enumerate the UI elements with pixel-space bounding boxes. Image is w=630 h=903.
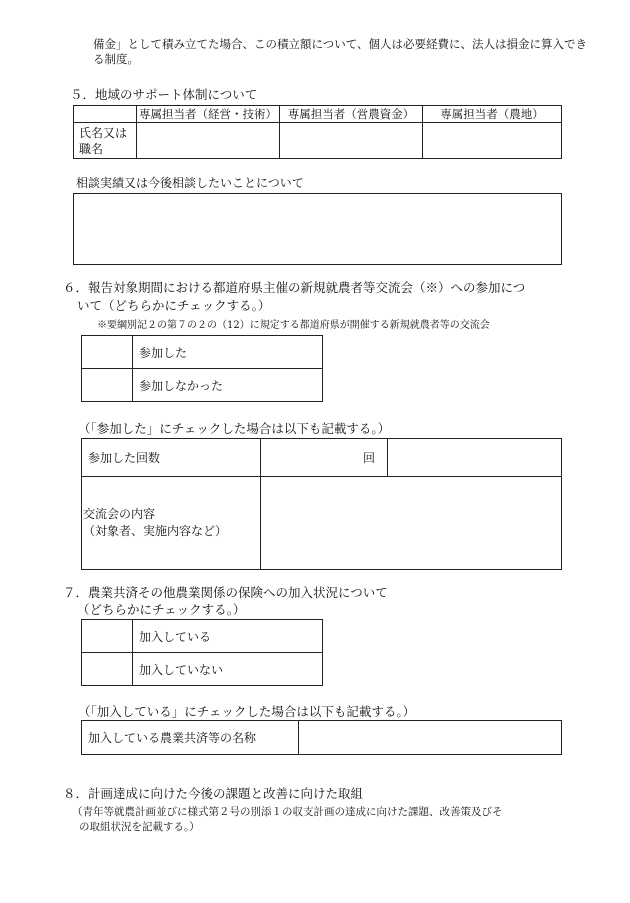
name-title-label-1: 氏名又は [79,125,128,140]
section-6-followup: （「参加した」にチェックした場合は以下も記載する。） [78,421,391,436]
header-funding: 専属担当者（営農資金） [280,106,423,123]
participation-check-table [81,335,323,402]
farmland-staff-field[interactable] [423,123,562,159]
participated-checkbox[interactable] [82,336,133,369]
section-7-title-line-2: （どちらかにチェックする。） [77,602,246,617]
insurance-name-label: 加入している農業共済等の名称 [82,721,299,755]
section-7-followup: （「加入している」にチェックした場合は以下も記載する。） [78,704,416,719]
header-farmland: 専属担当者（農地） [423,106,562,123]
management-staff-field[interactable] [137,123,280,159]
section-6-note: ※要綱別記２の第７の２の（12）に規定する都道府県が開催する新規就農者等の交流会 [97,320,490,331]
consult-label: 相談実績又は今後相談したいことについて [76,176,304,190]
corner-cell [74,106,137,123]
enrolled-checkbox[interactable] [82,620,133,653]
section-8-note-line-1: （青年等就農計画並びに様式第２号の別添１の収支計画の達成に向けた課題、改善策及びそ [72,806,503,818]
name-title-label-2: 職名 [79,141,104,156]
not-enrolled-checkbox[interactable] [82,653,133,686]
insurance-name-field[interactable] [299,721,562,755]
enrolled-label: 加入している [133,620,323,653]
exchange-details-table [81,438,562,570]
intro-line-1: 備金」として積み立てた場合、この積立額について、個人は必要経費に、法人は損金に算入でき [93,37,588,51]
name-title-label [74,123,137,159]
header-management: 専属担当者（経営・技術） [137,106,280,123]
count-blank-cell [388,439,562,477]
content-field[interactable] [261,477,562,570]
insurance-check-table [81,619,323,686]
not-enrolled-label: 加入していない [133,653,323,686]
support-staff-table [73,105,562,159]
content-label-2: （対象者、実施内容など） [83,524,228,538]
insurance-name-table [81,720,562,755]
intro-line-2: る制度。 [93,52,139,66]
section-8-title: ８．計画達成に向けた今後の課題と改善に向けた取組 [63,786,364,801]
section-6-title-line-1: ６．報告対象期間における都道府県主催の新規就農者等交流会（※）への参加につ [63,280,526,295]
participated-label: 参加した [133,336,323,369]
section-8-note-line-2: の取組状況を記載する。） [79,821,200,833]
section-7-title-line-1: ７．農業共済その他農業関係の保険への加入状況について [63,585,388,600]
funding-staff-field[interactable] [280,123,423,159]
count-unit: 回 [362,451,375,465]
content-label [82,477,261,570]
not-participated-label: 参加しなかった [133,369,323,402]
content-label-1: 交流会の内容 [83,507,156,521]
section-5-title: ５．地域のサポート体制について [70,87,258,102]
count-label: 参加した回数 [82,439,261,477]
not-participated-checkbox[interactable] [82,369,133,402]
consult-field[interactable] [73,193,562,265]
count-field[interactable] [261,439,388,477]
section-6-title-line-2: いて（どちらかにチェックする。） [77,298,271,313]
